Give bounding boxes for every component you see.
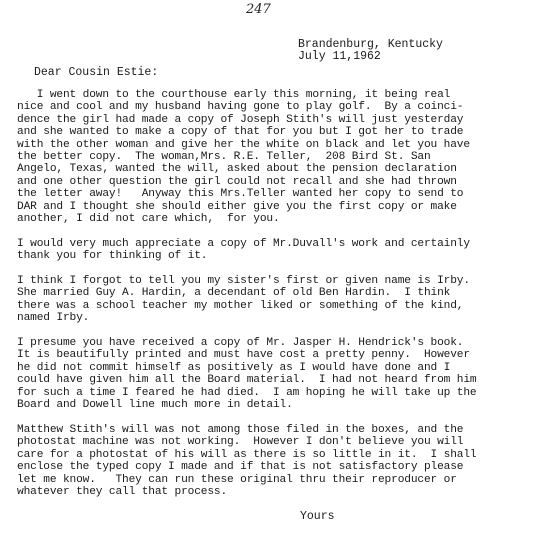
paragraph-courthouse: I went down to the courthouse early this morning, it being real nice and cool and my husband having gone to play golf. By a coinci- dence the girl had made a copy of Joseph Stith's will just yesterday and she wanted to make a copy of that for you but I got her to trade with the other woman and give her the white on black and let you have the better copy. The woman,Mrs. R.E. Teller, 208 Bird St. San Angelo, Texas, wanted the will, asked about the pension declaration and one other question the girl could not recall and she had thrown the letter away! Anyway this Mrs.Teller wanted her copy to send to DAR and I thought she should either give you the first copy or make another, I did not care which, for you. bbox=[17, 89, 470, 226]
paragraph-sister: I think I forgot to tell you my sister's first or given name is Irby. She married Guy A. Hardin, a decendant of old Ben Hardin. I think there was a school teacher my mother liked or something of the kind, named Irby. bbox=[17, 275, 470, 325]
letter-date: July 11,1962 bbox=[298, 50, 381, 63]
letter-body bbox=[17, 89, 537, 511]
letter-place: Brandenburg, Kentucky bbox=[298, 38, 443, 51]
paragraph-hendrick-book: I presume you have received a copy of Mr. Jasper H. Hendrick's book. It is beautifully printed and must have cost a pretty penny. However he did not commit himself as positively as I would have done and I could have given him all the Board material. I had not heard from him for such a time I feared he had died. I am hoping he will take up the Board and Dowell line much more in detail. bbox=[17, 337, 477, 412]
paragraph-matthew-stith: Matthew Stith's will was not among those filed in the boxes, and the photostat machine was not working. However I don't believe you will care for a photostat of his will as there is so little in it. I shall enclose the typed copy I made and if that is not satisfactory please let me know. They can run these original thru their reproducer or whatever they call that process. bbox=[17, 423, 477, 498]
letter-heading bbox=[298, 39, 443, 63]
paragraph-duvall: I would very much appreciate a copy of Mr.Duvall's work and certainly thank you for thinking of it. bbox=[17, 237, 470, 263]
page-number: 247 bbox=[246, 2, 271, 17]
salutation: Dear Cousin Estie: bbox=[34, 66, 159, 79]
closing: Yours bbox=[300, 510, 335, 523]
